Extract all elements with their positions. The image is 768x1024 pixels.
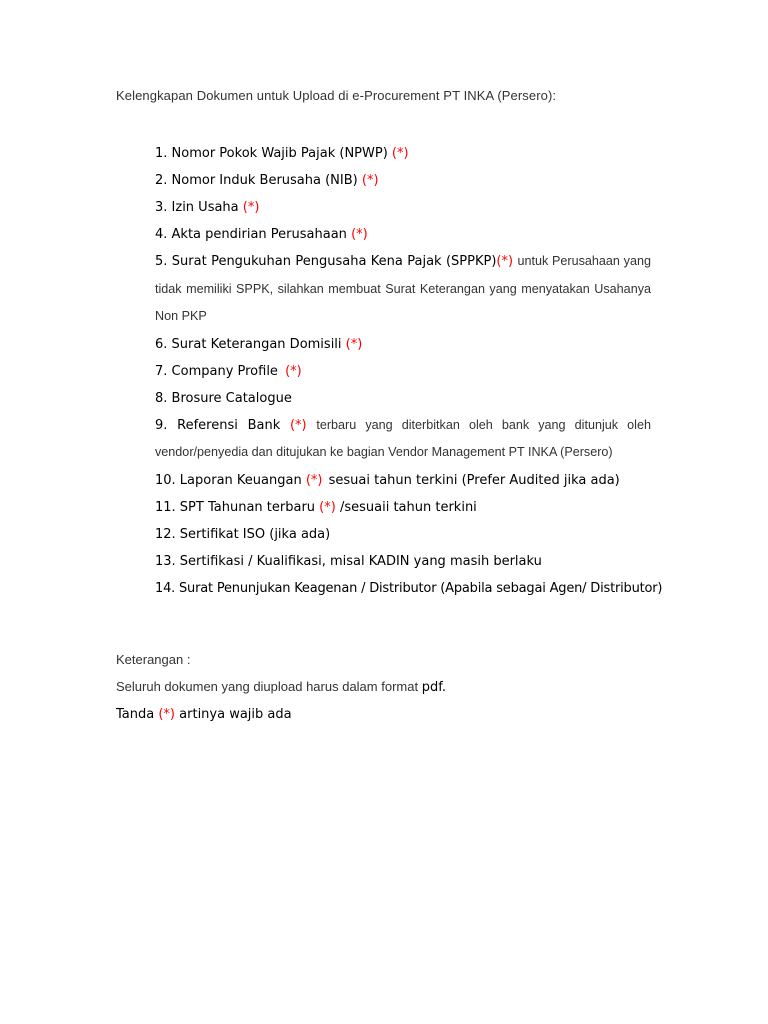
required-mark: (*) — [496, 254, 514, 269]
list-item-nib — [155, 167, 651, 194]
list-item-domisili — [155, 331, 651, 358]
item-suffix: /sesuaii tahun terkini — [339, 499, 477, 515]
required-mark: (*) — [361, 173, 379, 188]
list-item-sertifikasi-kadin — [155, 548, 651, 575]
item-text: 6. Surat Keterangan Domisili — [155, 336, 342, 352]
list-item-izin-usaha — [155, 194, 651, 221]
list-item-laporan-keuangan — [155, 467, 651, 494]
required-mark: (*) — [158, 707, 176, 722]
item-text: 12. Sertifikat ISO (jika ada) — [155, 526, 331, 542]
list-item-company-profile — [155, 358, 651, 385]
legend-suffix: artinya wajib ada — [179, 707, 292, 722]
notes-label: Keterangan : — [116, 652, 191, 667]
item-text: 4. Akta pendirian Perusahaan — [155, 227, 347, 242]
list-item-sppkp — [155, 248, 651, 331]
list-item-akta — [155, 221, 651, 248]
list-item-brosure — [155, 385, 651, 412]
required-mark: (*) — [289, 417, 307, 433]
required-mark: (*) — [391, 146, 409, 161]
item-text: 2. Nomor Induk Berusaha (NIB) — [155, 173, 358, 188]
item-text: 10. Laporan Keuangan — [155, 472, 302, 488]
item-note: untuk Perusahaan yang tidak memiliki SPPK, silahkan membuat Surat Keterangan yang menyatakan Usahanya Non PKP — [155, 254, 651, 323]
item-text: 13. Sertifikasi / Kualifikasi, misal KADIN yang masih berlaku — [155, 553, 542, 569]
list-item-spt-tahunan — [155, 494, 651, 521]
required-mark: (*) — [351, 227, 368, 242]
list-item-referensi-bank — [155, 412, 651, 467]
intro-text: Kelengkapan Dokumen untuk Upload di e-Procurement PT INKA (Persero): — [116, 88, 557, 103]
notes-section — [116, 646, 676, 728]
format-note — [116, 673, 676, 701]
document-list — [155, 140, 663, 602]
list-item-npwp — [155, 140, 651, 167]
required-mark: (*) — [242, 200, 260, 215]
required-mark: (*) — [319, 499, 336, 515]
required-mark: (*) — [285, 363, 302, 379]
item-text: 1. Nomor Pokok Wajib Pajak (NPWP) — [155, 146, 388, 161]
item-text: 7. Company Profile — [155, 363, 278, 379]
item-text: 5. Surat Pengukuhan Pengusaha Kena Pajak (SPPKP) — [155, 254, 497, 269]
list-item-sertifikat-iso — [155, 521, 651, 548]
item-text: 9. Referensi Bank — [155, 417, 281, 433]
format-value: pdf. — [421, 680, 446, 695]
item-suffix: sesuai tahun terkini (Prefer Audited jika ada) — [328, 472, 620, 488]
item-note: terbaru yang diterbitkan oleh bank yang ditunjuk oleh vendor/penyedia dan ditujukan ke bagian Vendor Management PT INKA (Persero) — [155, 417, 651, 459]
item-text: 11. SPT Tahunan terbaru — [155, 499, 316, 515]
list-item-penunjukan-keagenan — [155, 575, 663, 602]
legend-prefix: Tanda — [116, 707, 155, 722]
required-mark: (*) — [305, 472, 323, 488]
required-mark: (*) — [345, 336, 363, 352]
format-note-text: Seluruh dokumen yang diupload harus dalam format — [116, 679, 419, 694]
item-text: 8. Brosure Catalogue — [155, 390, 292, 406]
item-text: 14. Surat Penunjukan Keagenan / Distributor (Apabila sebagai Agen/ Distributor) — [155, 580, 663, 596]
required-legend — [116, 701, 676, 728]
item-text: 3. Izin Usaha — [155, 200, 239, 215]
